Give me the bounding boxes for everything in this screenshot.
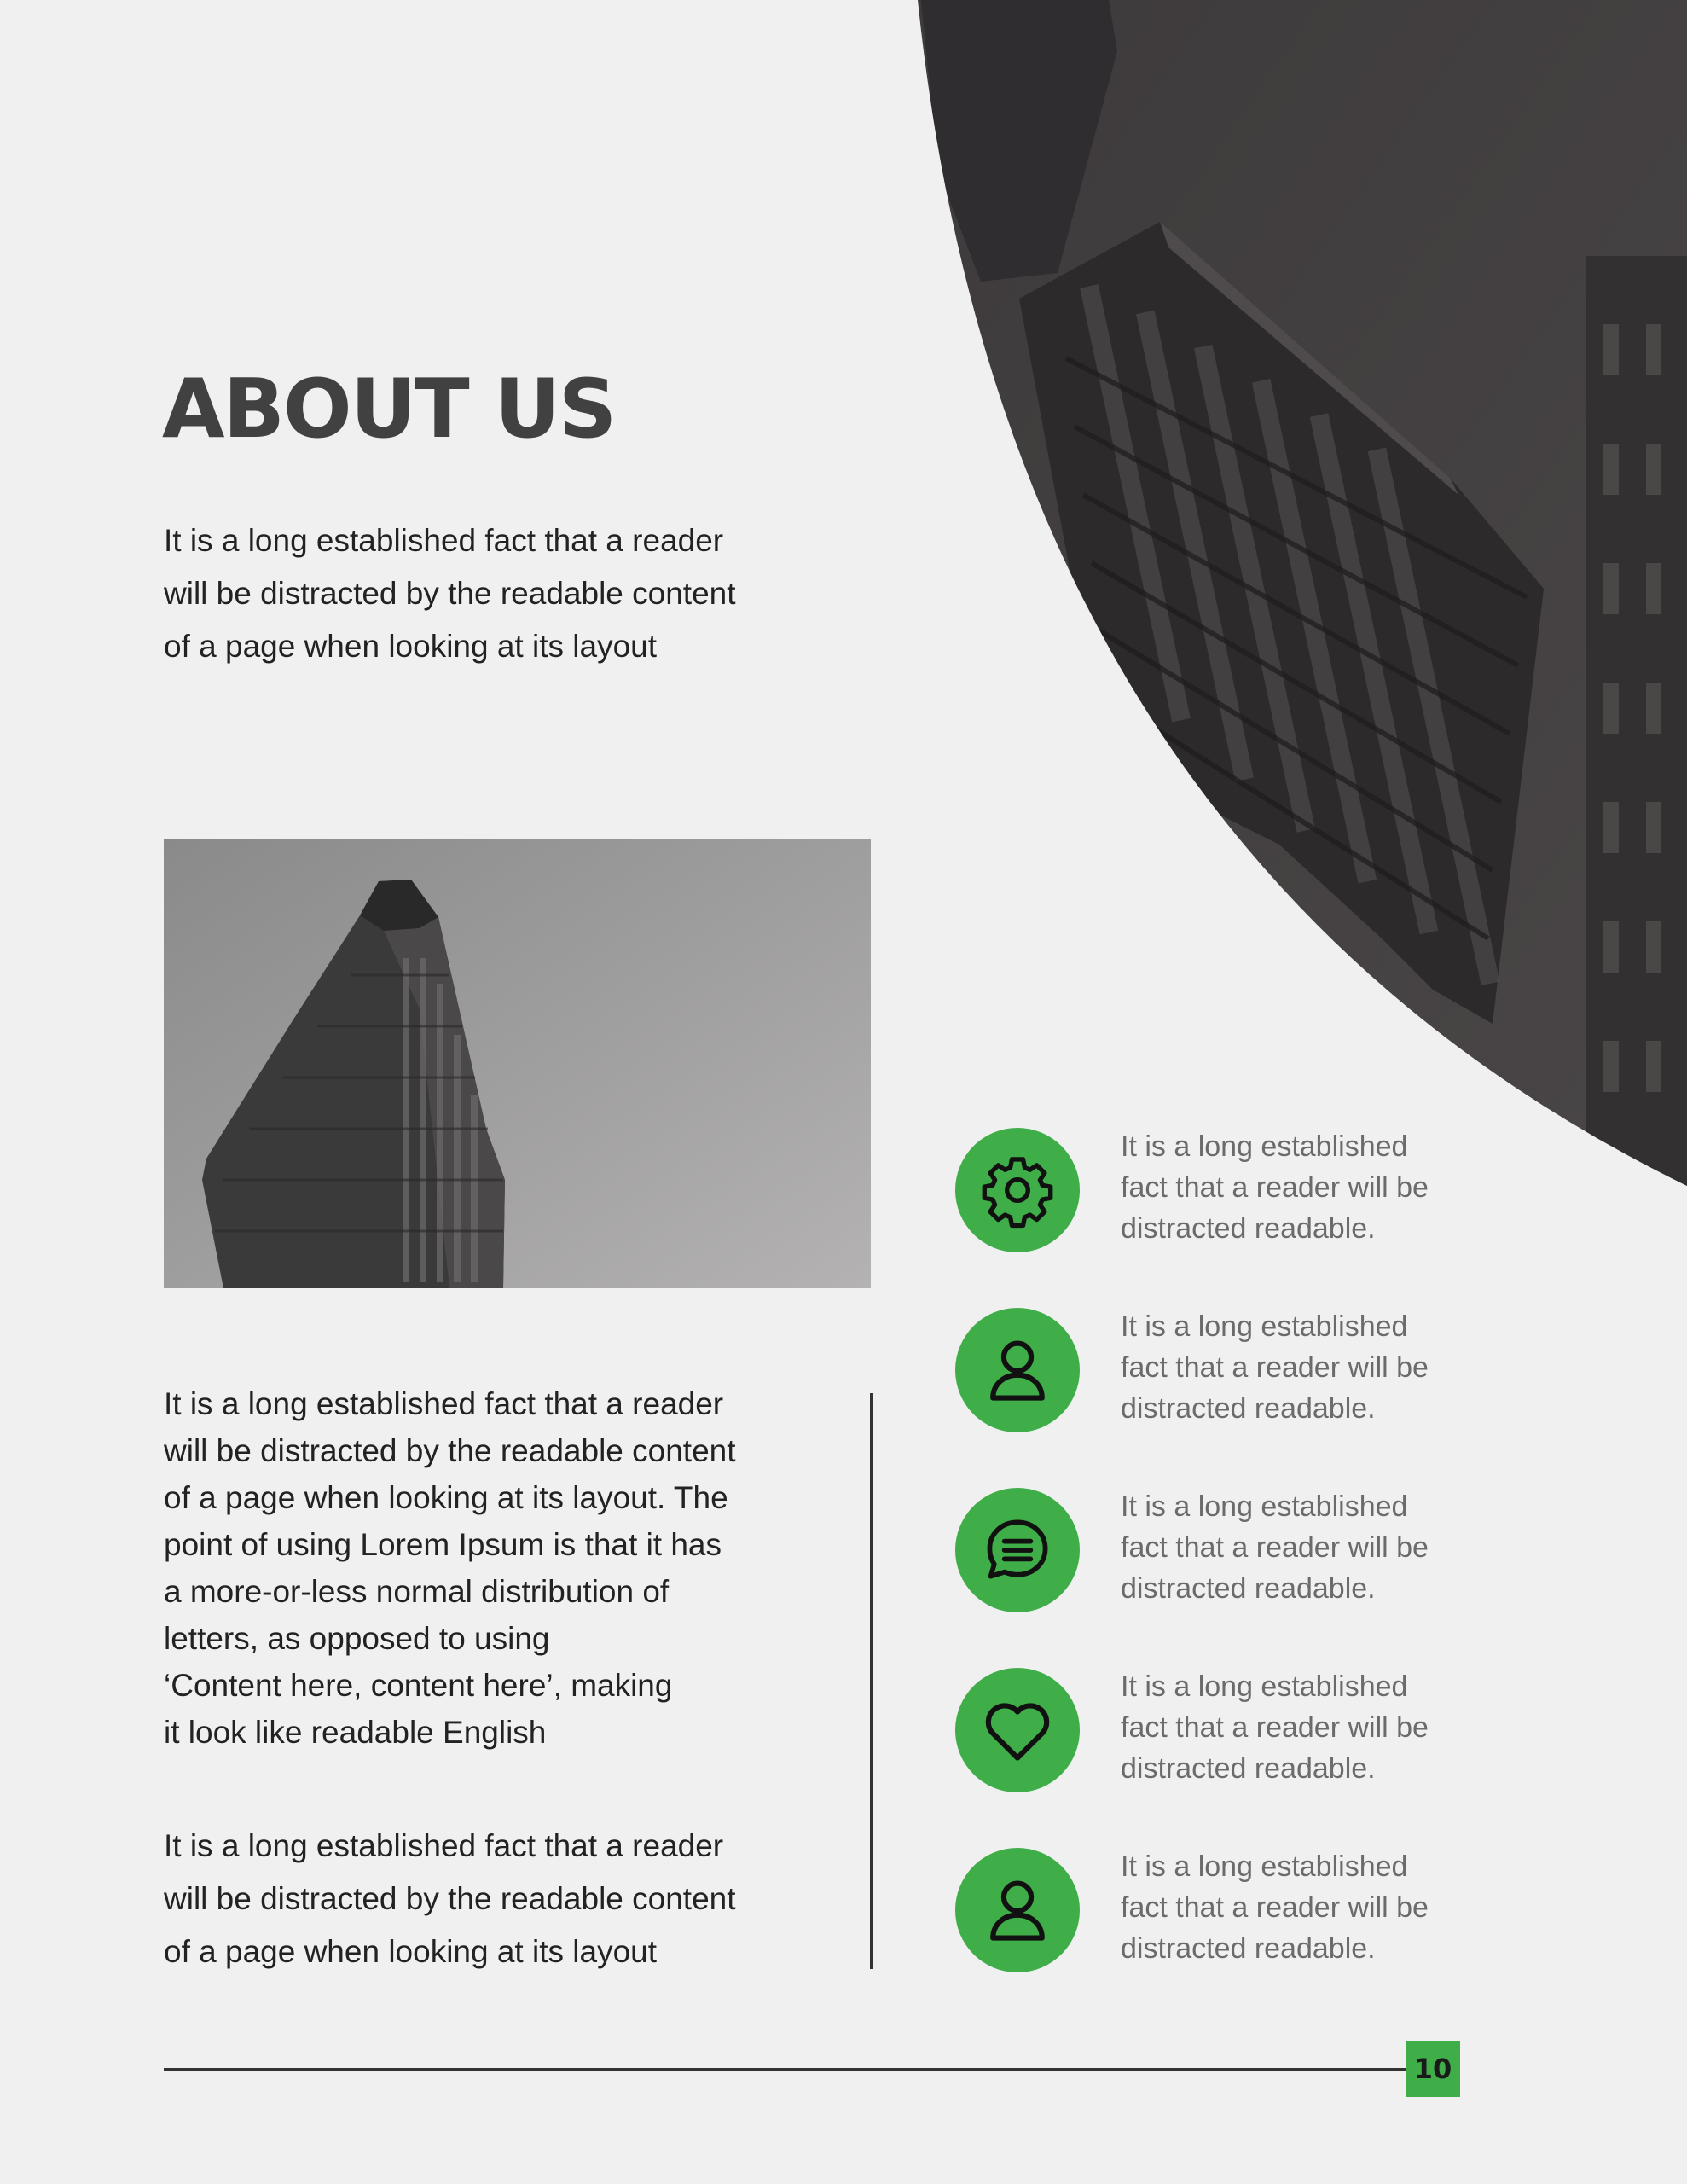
feature-text: It is a long established fact that a reader will be distracted readable.	[1121, 1490, 1429, 1605]
chat-bubble-icon	[955, 1488, 1080, 1612]
feature-text: It is a long established fact that a reader will be distracted readable.	[1121, 1850, 1429, 1965]
column-divider	[870, 1393, 873, 1969]
heart-icon	[955, 1668, 1080, 1792]
flatiron-building-photo	[164, 839, 871, 1288]
feature-item	[955, 1846, 1552, 2026]
feature-item	[955, 1306, 1552, 1486]
user-icon	[955, 1848, 1080, 1972]
intro-paragraph: It is a long established fact that a reader will be distracted by the readable content of a page when looking at its layout	[164, 523, 736, 664]
footer-rule	[164, 2068, 1409, 2071]
feature-item	[955, 1486, 1552, 1666]
page-title: ABOUT US	[162, 363, 616, 456]
page-number-badge: 10	[1406, 2041, 1460, 2097]
feature-text: It is a long established fact that a reader will be distracted readable.	[1121, 1670, 1429, 1785]
feature-item	[955, 1126, 1552, 1306]
gear-icon	[955, 1128, 1080, 1252]
user-icon	[955, 1308, 1080, 1432]
feature-text: It is a long established fact that a reader will be distracted readable.	[1121, 1310, 1429, 1425]
body-paragraph-2: It is a long established fact that a reader will be distracted by the readable content of a page when looking at its layout	[164, 1828, 736, 1969]
feature-list	[955, 1126, 1552, 2026]
feature-item	[955, 1666, 1552, 1846]
body-paragraph-1: It is a long established fact that a reader will be distracted by the readable content of a page when looking at its layout. The point of using Lorem Ipsum is that it has a more-or-less normal distribution of letters, as opposed to using ‘Content here, content here’, making it look like readable English	[164, 1386, 736, 1750]
feature-text: It is a long established fact that a reader will be distracted readable.	[1121, 1130, 1429, 1245]
